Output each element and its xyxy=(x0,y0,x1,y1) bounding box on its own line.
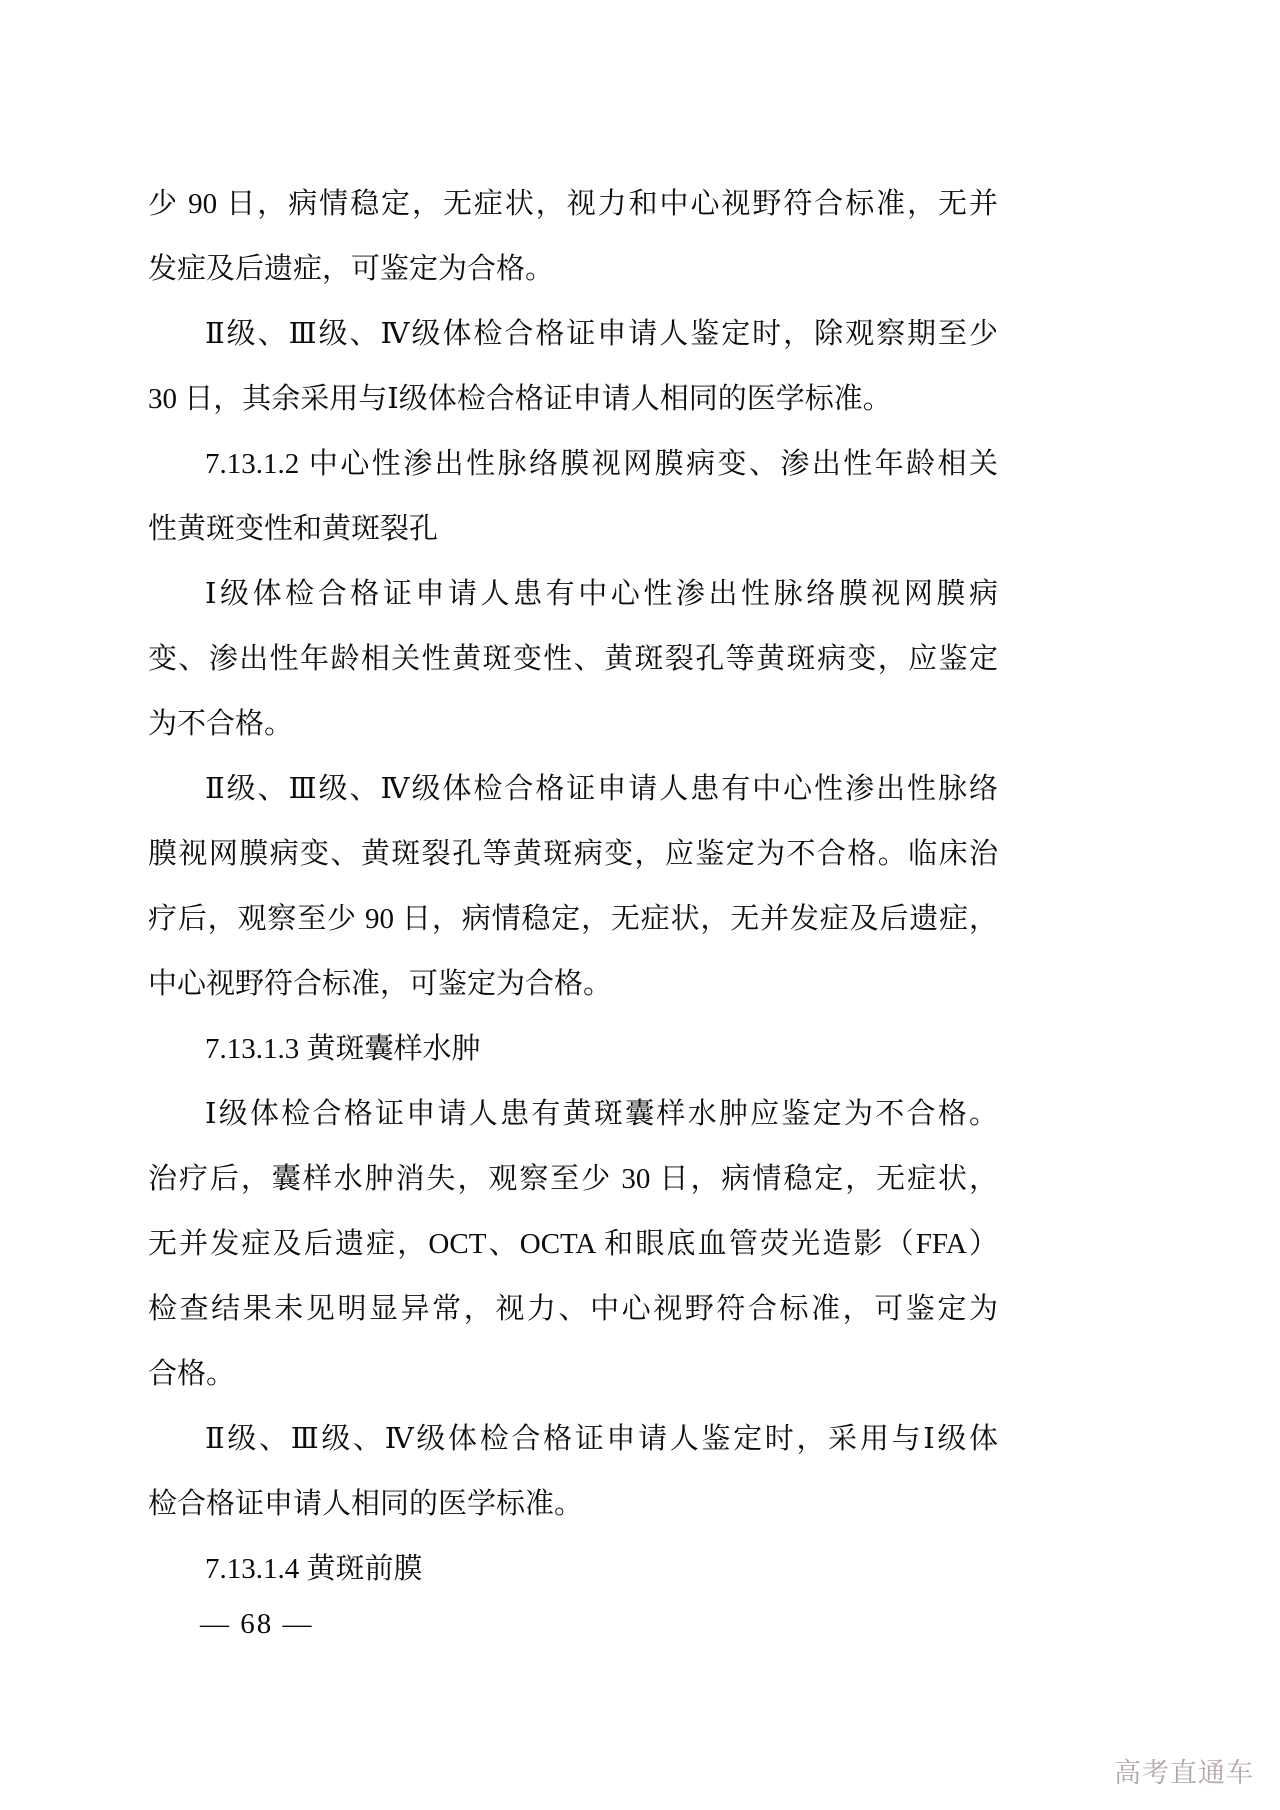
text-line: 性黄斑变性和黄斑裂孔 xyxy=(148,513,439,545)
text-line: 30 日，其余采用与Ⅰ级体检合格证申请人相同的医学标准。 xyxy=(148,383,892,415)
text-line: 无并发症及后遗症，OCT、OCTA 和眼底血管荧光造影（FFA） xyxy=(148,1228,998,1260)
document-body xyxy=(148,172,998,1602)
text-line: Ⅱ级、Ⅲ级、Ⅳ级体检合格证申请人鉴定时，除观察期至少 xyxy=(205,318,998,350)
text-line: 7.13.1.4 黄斑前膜 xyxy=(205,1553,423,1585)
text-line: 膜视网膜病变、黄斑裂孔等黄斑病变，应鉴定为不合格。临床治 xyxy=(148,838,998,870)
watermark: 高考直通车 xyxy=(1114,1758,1254,1788)
text-line: Ⅰ级体检合格证申请人患有中心性渗出性脉络膜视网膜病 xyxy=(205,578,998,610)
page-number: — 68 — xyxy=(200,1608,314,1640)
text-line: 7.13.1.2 中心性渗出性脉络膜视网膜病变、渗出性年龄相关 xyxy=(205,448,998,480)
text-line: Ⅱ级、Ⅲ级、Ⅳ级体检合格证申请人患有中心性渗出性脉络 xyxy=(205,773,998,805)
text-line: Ⅰ级体检合格证申请人患有黄斑囊样水肿应鉴定为不合格。 xyxy=(205,1098,998,1130)
text-line: 治疗后，囊样水肿消失，观察至少 30 日，病情稳定，无症状， xyxy=(148,1163,998,1195)
text-line: 合格。 xyxy=(148,1358,236,1390)
text-line: 疗后，观察至少 90 日，病情稳定，无症状，无并发症及后遗症， xyxy=(148,903,998,935)
text-line: 中心视野符合标准，可鉴定为合格。 xyxy=(148,968,613,1000)
text-line: 变、渗出性年龄相关性黄斑变性、黄斑裂孔等黄斑病变，应鉴定 xyxy=(148,643,998,675)
text-line: 发症及后遗症，可鉴定为合格。 xyxy=(148,253,555,285)
text-line: 检合格证申请人相同的医学标准。 xyxy=(148,1488,584,1520)
text-line: Ⅱ级、Ⅲ级、Ⅳ级体检合格证申请人鉴定时，采用与Ⅰ级体 xyxy=(205,1423,998,1455)
text-line: 7.13.1.3 黄斑囊样水肿 xyxy=(205,1033,481,1065)
text-line: 为不合格。 xyxy=(148,708,294,740)
text-line: 检查结果未见明显异常，视力、中心视野符合标准，可鉴定为 xyxy=(148,1293,998,1325)
text-line: 少 90 日，病情稳定，无症状，视力和中心视野符合标准，无并 xyxy=(148,188,998,220)
